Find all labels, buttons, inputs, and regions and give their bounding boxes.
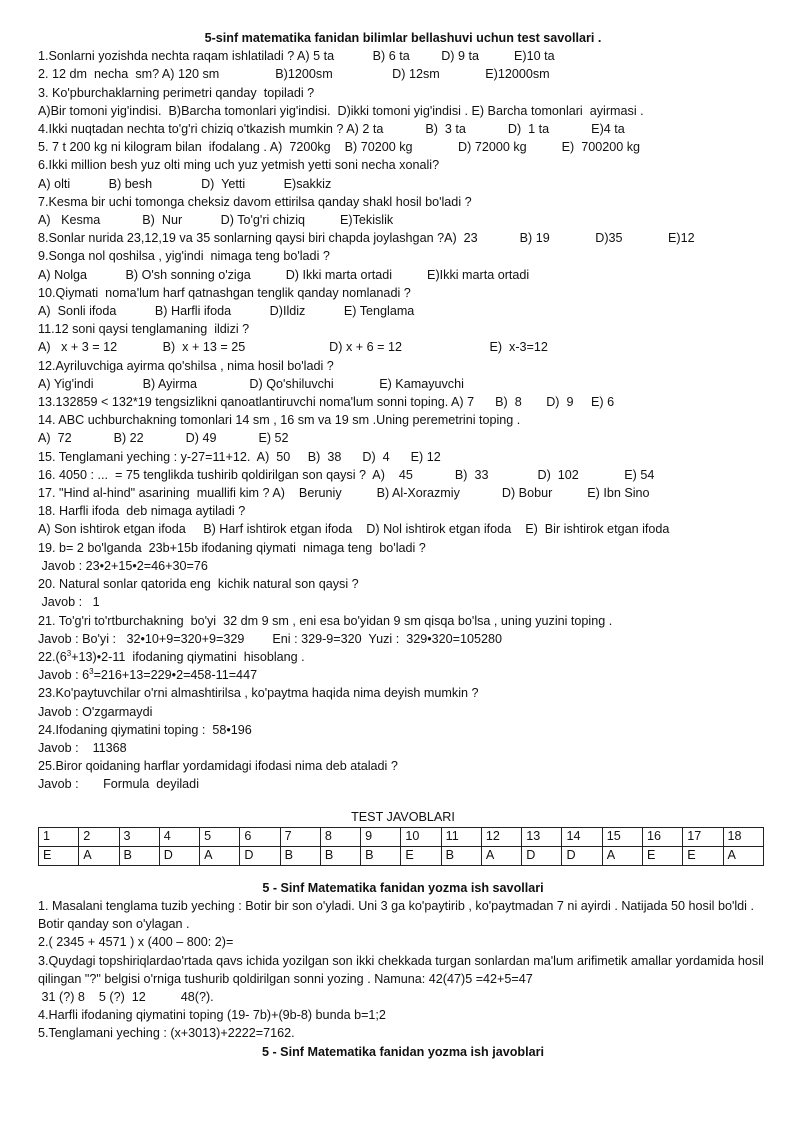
answer-letter-cell: A [602, 846, 642, 865]
answer-number-cell: 2 [79, 827, 119, 846]
question-line: 10.Qiymati noma'lum harf qatnashgan tenglik qanday nomlanadi ? [38, 285, 411, 300]
answer-letter-cell: E [642, 846, 682, 865]
question-line: 23.Ko'paytuvchilar o'rni almashtirilsa , ko'paytma haqida nima deyish mumkin ? [38, 686, 479, 701]
question-line: 6.Ikki million besh yuz olti ming uch yuz yetmish yetti soni necha xonali? [38, 158, 440, 173]
answer-letter-cell: B [320, 846, 360, 865]
answer-letter-cell: A [481, 846, 521, 865]
q22-text: 22.(6 [38, 649, 67, 664]
question-line: 21. To'g'ri to'rtburchakning bo'yi 32 dm 9 sm , eni esa bo'yidan 9 sm qisqa bo'lsa , uning yuzini toping . [38, 613, 613, 628]
answer-letter-cell: D [240, 846, 280, 865]
a22-exponent: 3 [89, 666, 94, 676]
question-line: 18. Harfli ifoda deb nimaga aytiladi ? [38, 504, 246, 519]
written-answers-title: 5 - Sinf Matematika fanidan yozma ish javoblari [261, 1044, 545, 1059]
answer-letter-cell: E [39, 846, 79, 865]
question-line: 16. 4050 : ... = 75 tenglikda tushirib qoldirilgan son qaysi ? A) 45 B) 33 D) 102 E) 54 [38, 467, 655, 482]
written-questions [38, 897, 768, 1043]
question-line: A) Nolga B) O'sh sonning o'ziga D) Ikki marta ortadi E)Ikki marta ortadi [38, 267, 530, 282]
answer-number-cell: 7 [280, 827, 320, 846]
answer-number-cell: 11 [441, 827, 481, 846]
question-line: 13.132859 < 132*19 tengsizlikni qanoatlantiruvchi noma'lum sonni toping. A) 7 B) 8 D) 9 E) 6 [38, 395, 615, 410]
answer-number-cell: 12 [481, 827, 521, 846]
question-line: A) Yig'indi B) Ayirma D) Qo'shiluvchi E) Kamayuvchi [38, 376, 464, 391]
question-line: Javob : 23•2+15•2=46+30=76 [38, 558, 208, 573]
question-line: Javob : O'zgarmaydi [38, 704, 153, 719]
answer-letter-cell: B [280, 846, 320, 865]
question-line: 25.Biror qoidaning harflar yordamidagi ifodasi nima deb ataladi ? [38, 759, 398, 774]
answers-number-row [39, 827, 764, 846]
answer-number-cell: 16 [642, 827, 682, 846]
answer-number-cell: 18 [723, 827, 763, 846]
answer-letter-cell: A [200, 846, 240, 865]
answer-number-cell: 5 [200, 827, 240, 846]
question-line: 12.Ayriluvchiga ayirma qo'shilsa , nima hosil bo'ladi ? [38, 358, 334, 373]
answer-letter-cell: B [441, 846, 481, 865]
question-line: 17. "Hind al-hind" asarining muallifi kim ? A) Beruniy B) Al-Xorazmiy D) Bobur E) Ibn Sino [38, 486, 650, 501]
question-line: Javob : 1 [38, 595, 100, 610]
question-line: A) Son ishtirok etgan ifoda B) Harf ishtirok etgan ifoda D) Nol ishtirok etgan ifoda E) Bir ishtirok etgan ifoda [38, 522, 670, 537]
answer-number-cell: 10 [401, 827, 441, 846]
question-line: 2. 12 dm necha sm? A) 120 sm B)1200sm D) 12sm E)12000sm [38, 67, 550, 82]
answer-number-cell: 3 [119, 827, 159, 846]
question-line: 1.Sonlarni yozishda nechta raqam ishlatiladi ? A) 5 ta B) 6 ta D) 9 ta E)10 ta [38, 49, 555, 64]
question-list [38, 47, 768, 648]
written-question: 3.Quydagi topshiriqlardao'rtada qavs ichida yozilgan son ikki chekkada turgan sonlardan ma'lum arifimetik amallar yordamida hosil qilingan "?" belgisi o'rniga tushurib qoldirilgan sonni yozing . Namuna: 42(47)5 =42+5=47 [38, 953, 764, 986]
answer-letter-cell: B [119, 846, 159, 865]
a22-text: Javob : 6 [38, 668, 90, 683]
answer-number-cell: 13 [522, 827, 562, 846]
question-line: A) 72 B) 22 D) 49 E) 52 [38, 431, 289, 446]
answer-letter-cell: B [361, 846, 401, 865]
answers-letter-row [39, 846, 764, 865]
question-line: Javob : Formula deyiladi [38, 777, 199, 792]
written-question: 31 (?) 8 5 (?) 12 48(?). [38, 989, 214, 1004]
answer-number-cell: 9 [361, 827, 401, 846]
question-line: A)Bir tomoni yig'indisi. B)Barcha tomonlari yig'indisi. D)ikki tomoni yig'indisi . E) Barcha tomonlari ayirmasi . [38, 103, 644, 118]
written-question: 4.Harfli ifodaning qiymatini toping (19- 7b)+(9b-8) bunda b=1;2 [38, 1008, 386, 1023]
question-line: A) x + 3 = 12 B) x + 13 = 25 D) x + 6 = 12 E) x-3=12 [38, 340, 548, 355]
question-line: 7.Kesma bir uchi tomonga cheksiz davom ettirilsa qanday shakl hosil bo'ladi ? [38, 194, 472, 209]
question-line: 8.Sonlar nurida 23,12,19 va 35 sonlarning qaysi biri chapda joylashgan ?A) 23 B) 19 D)35 E)12 [38, 231, 695, 246]
answer-number-cell: 4 [159, 827, 199, 846]
question-line: 20. Natural sonlar qatorida eng kichik natural son qaysi ? [38, 577, 359, 592]
question-line: 14. ABC uchburchakning tomonlari 14 sm , 16 sm va 19 sm .Uning peremetrini toping . [38, 413, 521, 428]
written-question: 5.Tenglamani yeching : (x+3013)+2222=7162. [38, 1026, 295, 1041]
document-page [38, 29, 768, 1061]
question-line: 5. 7 t 200 kg ni kilogram bilan ifodalang . A) 7200kg B) 70200 kg D) 72000 kg E) 700200 kg [38, 140, 641, 155]
question-line: A) Sonli ifoda B) Harfli ifoda D)Ildiz E) Tenglama [38, 304, 415, 319]
question-line: 19. b= 2 bo'lganda 23b+15b ifodaning qiymati nimaga teng bo'ladi ? [38, 540, 426, 555]
answer-letter-cell: D [522, 846, 562, 865]
answer-number-cell: 6 [240, 827, 280, 846]
answer-number-cell: 17 [683, 827, 723, 846]
answer-number-cell: 1 [39, 827, 79, 846]
q22-exponent: 3 [66, 648, 72, 658]
question-line: 9.Songa nol qoshilsa , yig'indi nimaga teng bo'ladi ? [38, 249, 330, 264]
answer-letter-cell: E [401, 846, 441, 865]
answer-number-cell: 8 [320, 827, 360, 846]
answer-number-cell: 15 [602, 827, 642, 846]
answer-letter-cell: E [683, 846, 723, 865]
answer-22 [38, 666, 768, 684]
question-22 [38, 648, 768, 666]
written-question: 1. Masalani tenglama tuzib yeching : Botir bir son o'yladi. Uni 3 ga ko'paytirib , ko'paytmadan 7 ni ayirdi . Natijada 50 hosil bo'ldi . Botir qanday son o'ylagan . [38, 898, 754, 932]
q22-text-rest: +13)•2-11 ifodaning qiymatini hisoblang . [71, 649, 305, 664]
written-work-title: 5 - Sinf Matematika fanidan yozma ish savollari [262, 880, 544, 895]
question-line: 24.Ifodaning qiymatini toping : 58•196 [38, 722, 252, 737]
question-line: 4.Ikki nuqtadan nechta to'g'ri chiziq o'tkazish mumkin ? A) 2 ta B) 3 ta D) 1 ta E)4 ta [38, 122, 625, 137]
question-list-tail [38, 684, 768, 793]
question-line: Javob : Bo'yi : 32•10+9=320+9=329 Eni : 329-9=320 Yuzi : 329•320=105280 [38, 631, 503, 646]
written-question: 2.( 2345 + 4571 ) x (400 – 800: 2)= [38, 935, 234, 950]
question-line: 3. Ko'pburchaklarning perimetri qanday topiladi ? [38, 85, 315, 100]
answers-title: TEST JAVOBLARI [351, 809, 455, 824]
question-line: 11.12 soni qaysi tenglamaning ildizi ? [38, 322, 250, 337]
question-line: A) olti B) besh D) Yetti E)sakkiz [38, 176, 332, 191]
answer-letter-cell: D [159, 846, 199, 865]
question-line: 15. Tenglamani yeching : y-27=11+12. A) 50 B) 38 D) 4 E) 12 [38, 449, 441, 464]
answer-letter-cell: A [79, 846, 119, 865]
a22-text-rest: =216+13=229•2=458-11=447 [93, 668, 258, 683]
question-line: A) Kesma B) Nur D) To'g'ri chiziq E)Tekislik [38, 213, 394, 228]
answer-number-cell: 14 [562, 827, 602, 846]
answers-table [38, 827, 764, 866]
question-line: Javob : 11368 [38, 740, 127, 755]
document-title: 5-sinf matematika fanidan bilimlar bellashuvi uchun test savollari . [204, 31, 602, 45]
answer-letter-cell: D [562, 846, 602, 865]
answer-letter-cell: A [723, 846, 763, 865]
